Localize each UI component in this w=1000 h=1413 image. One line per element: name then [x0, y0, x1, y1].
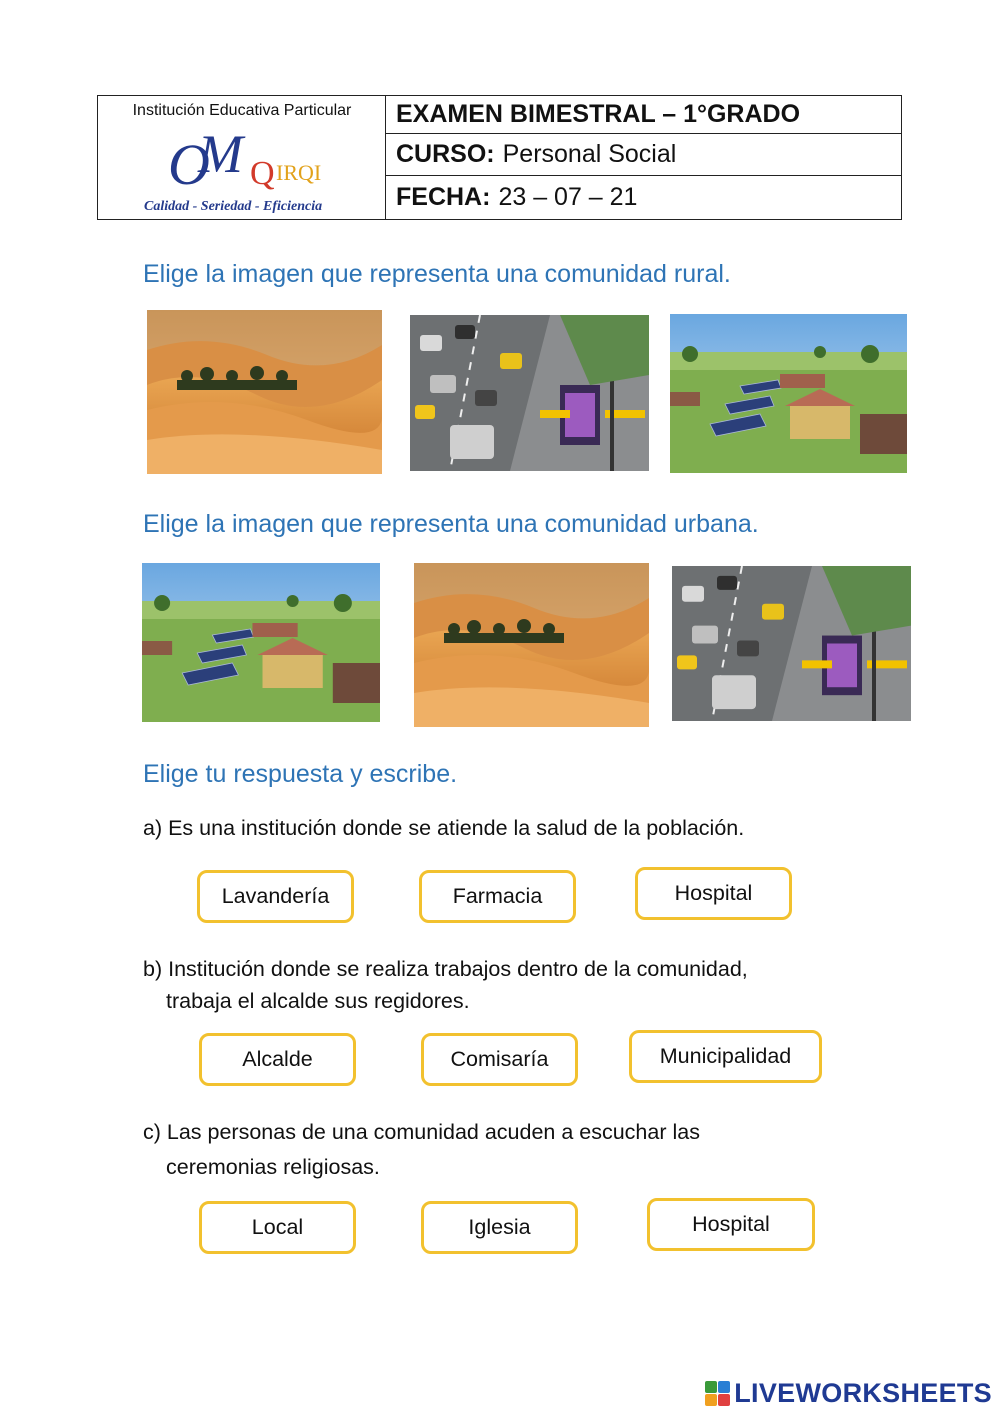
svg-text:Q: Q [250, 155, 275, 192]
course-label: CURSO: [396, 140, 495, 168]
course-row [386, 134, 901, 176]
city-street-image[interactable] [410, 315, 649, 471]
option-a-lavanderia[interactable]: Lavandería [197, 870, 354, 923]
option-c-iglesia[interactable]: Iglesia [421, 1201, 578, 1254]
q1-title: Elige la imagen que representa una comunidad rural. [143, 260, 731, 288]
farm-countryside-image-2[interactable] [142, 563, 380, 722]
date-label: FECHA: [396, 183, 491, 211]
option-c-hospital[interactable]: Hospital [647, 1198, 815, 1251]
brand-text: LIVEWORKSHEETS [734, 1378, 992, 1408]
option-a-hospital[interactable]: Hospital [635, 867, 792, 920]
question-b-stem-line1: b) Institución donde se realiza trabajos dentro de la comunidad, [143, 957, 748, 981]
option-a-farmacia[interactable]: Farmacia [419, 870, 576, 923]
exam-title: EXAMEN BIMESTRAL – 1°GRADO [386, 96, 901, 134]
question-c-stem-line2: ceremonias religiosas. [166, 1155, 380, 1179]
school-logo [138, 124, 358, 216]
exam-header [97, 95, 902, 220]
option-b-municipalidad[interactable]: Municipalidad [629, 1030, 822, 1083]
desert-image-2[interactable] [414, 563, 649, 727]
logo-tagline: Calidad - Seriedad - Eficiencia [144, 199, 323, 214]
liveworksheets-brand [705, 1378, 992, 1409]
city-street-image-2[interactable] [672, 566, 911, 721]
svg-text:M: M [198, 124, 243, 184]
institution-name: Institución Educativa Particular [132, 102, 352, 119]
farm-countryside-image[interactable] [670, 314, 907, 473]
date-row [386, 176, 901, 219]
q3-title: Elige tu respuesta y escribe. [143, 760, 458, 788]
option-c-local[interactable]: Local [199, 1201, 356, 1254]
svg-text:O: O [168, 132, 210, 197]
liveworksheets-logo-icon [705, 1381, 730, 1406]
svg-text:IRQI: IRQI [276, 160, 322, 185]
question-c-stem-line1: c) Las personas de una comunidad acuden a escuchar las [143, 1120, 700, 1144]
q2-title: Elige la imagen que representa una comunidad urbana. [143, 510, 759, 538]
question-b-stem-line2: trabaja el alcalde sus regidores. [166, 989, 470, 1013]
question-a-stem: a) Es una institución donde se atiende la salud de la población. [143, 816, 745, 840]
course-value: Personal Social [502, 140, 677, 168]
logo-cell [98, 96, 386, 219]
date-value: 23 – 07 – 21 [498, 183, 638, 211]
desert-image[interactable] [147, 310, 382, 474]
option-b-alcalde[interactable]: Alcalde [199, 1033, 356, 1086]
option-b-comisaria[interactable]: Comisaría [421, 1033, 578, 1086]
